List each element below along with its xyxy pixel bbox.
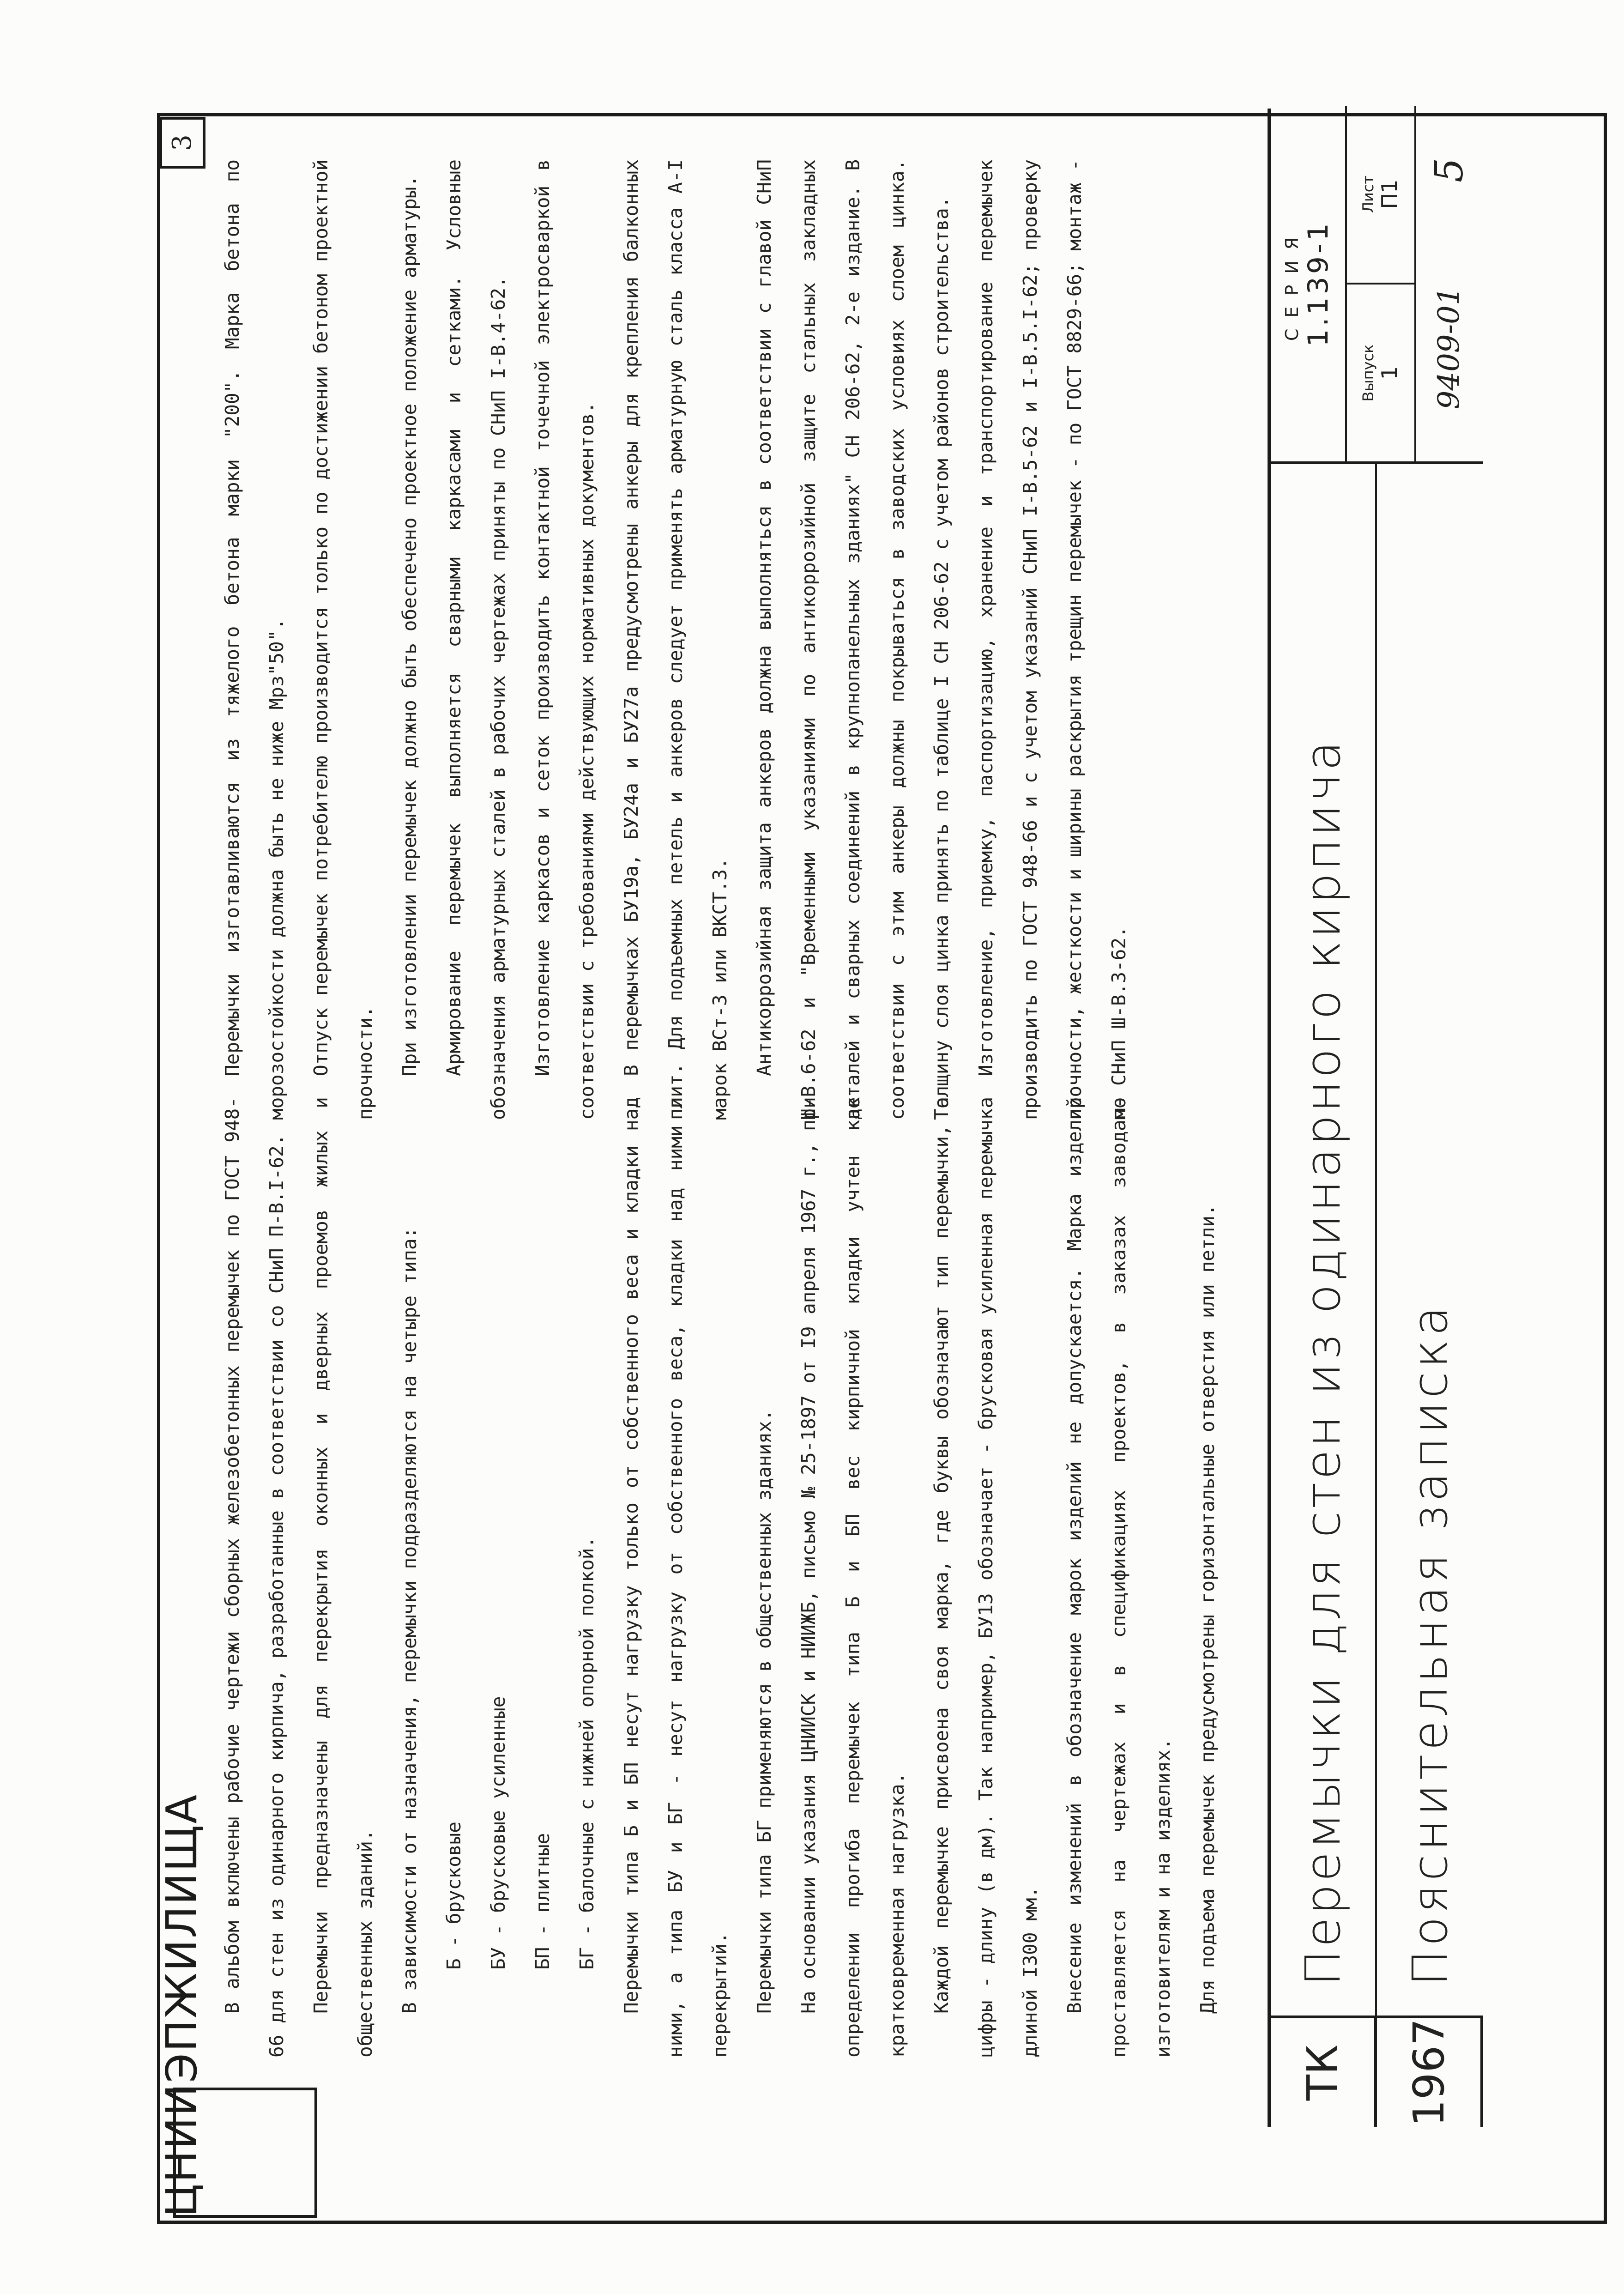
title-block-org — [1271, 2016, 1483, 2127]
paragraph: Отпуск перемычек потребителю производится только по достижении бетоном проектной прочности. — [310, 159, 376, 1120]
handwritten-numbers — [1416, 106, 1481, 461]
series-label: СЕРИЯ — [1281, 226, 1302, 341]
paragraph: Изготовление, приемку, паспортизацию, хранение и транспортирование перемычек производить по ГОСТ 948-66 и с учетом указаний СНиП I-В.5-62 и I-В.5.I-62; проверку прочности, жесткости и ширины раскрытия трещин перемычек - по ГОСТ 8829-66; монтаж - по СНиП Ш-В.3-62. — [975, 159, 1130, 1120]
paragraph: Перемычки предназначены для перекрытия оконных и дверных проемов жилых и общественных зданий. — [310, 1097, 376, 2058]
paragraph: В зависимости от назначения, перемычки подразделяются на четыре типа: — [398, 1227, 421, 2014]
list-item: БГ - балочные с нижней опорной полкой. — [576, 1537, 598, 1970]
title-block — [1268, 109, 1483, 2127]
paragraph: При изготовлении перемычек должно быть обеспечено проектное положение арматуры. — [398, 175, 421, 1076]
paragraph: В альбом включены рабочие чертежи сборных железобетонных перемычек по ГОСТ 948-66 для стен из одинарного кирпича, разработанные в соответствии со СНиП П-В.I-62. — [221, 1097, 288, 2058]
sheet-cell — [1347, 106, 1414, 284]
paragraph: Перемычки изготавливаются из тяжелого бетона марки "200". Марка бетона по морозостойкости должна быть не ниже Мрз"50". — [221, 159, 288, 1120]
list-item: БУ - брусковые усиленные — [487, 1696, 509, 1970]
page-number: 5 — [1426, 157, 1472, 183]
rotated-sheet — [159, 109, 1480, 2127]
paragraph: Армирование перемычек выполняется сварными каркасами и сетками. Условные обозначения арматурных сталей в рабочих чертежах приняты по СНиП I-В.4-62. — [443, 159, 509, 1120]
sheet-number: 3 — [159, 117, 205, 169]
issue-label: Выпуск — [1359, 344, 1377, 402]
paragraph: Каждой перемычке присвоена своя марка, где буквы обозначают тип перемычки, а цифры - длину (в дм). Так например, БУ13 обозначает - брусковая усиленная перемычка длиной I300 мм. — [930, 1097, 1041, 2058]
series-cell — [1271, 106, 1347, 461]
sheet-label: Лист — [1359, 175, 1377, 213]
paragraph: Антикоррозийная защита анкеров должна выполняться в соответствии с главой СНиП Ш-В.6-62 и "Временными указаниями по антикоррозийной защите стальных закладных деталей и сварных соединений в крупнопанельных зданиях" СН 206-62, 2-е издание. В соответствии с этим анкеры должны покрываться в заводских условиях слоем цинка. Толщину слоя цинка принять по таблице I СН 206-62 с учетом районов строительства. — [753, 159, 953, 1120]
list-item: Б - брусковые — [443, 1822, 465, 1970]
sheet-content — [159, 109, 1480, 2127]
paragraph: Перемычки типа БГ применяются в общественных зданиях. — [753, 1409, 775, 2014]
paragraph: Для подъема перемычек предусмотрены горизонтальные отверстия или петли. — [1196, 1204, 1219, 2014]
paragraph: Внесение изменений в обозначение марок изделий не допускается. Марка изделий проставляется на чертежах и в спецификациях проектов, в заказах заводам-изготовителям и на изделиях. — [1063, 1097, 1174, 2058]
paragraph: Перемычки типа Б и БП несут нагрузку только от собственного веса и кладки над ними, а типа БУ и БГ - несут нагрузку от собственного веса, кладки над ними и перекрытий. — [620, 1097, 731, 2058]
document-title: Перемычки для стен из одинарного кирпича — [1271, 464, 1377, 2018]
issue-sheet-row — [1347, 106, 1416, 461]
document-subtitle: Пояснительная записка — [1402, 1302, 1458, 1986]
list-item: БП - плитные — [531, 1833, 554, 1970]
org-code: ТК — [1271, 2018, 1377, 2127]
left-column — [210, 1097, 1230, 2058]
year: 1967 — [1377, 2018, 1483, 2127]
series-value: 1.139-1 — [1302, 220, 1334, 347]
paragraph: Изготовление каркасов и сеток производить контактной точечной электросваркой в соответствии с требованиями действующих нормативных документов. — [531, 159, 598, 1120]
inventory-number: 9409-01 — [1431, 286, 1466, 410]
institute-stamp: ЦНИИЭПЖИЛИЩА — [157, 1793, 206, 2217]
title-block-series — [1271, 106, 1483, 464]
sheet-value: П1 — [1377, 179, 1402, 209]
paragraph: На основании указания ЦНИИСК и НИИЖБ, письмо № 25-1897 от I9 апреля 1967 г., при определении прогиба перемычек типа Б и БП вес кирпичной кладки учтен как кратковременная нагрузка. — [797, 1097, 908, 2058]
paragraph: В перемычках БУ19а, БУ24а и БУ27а предусмотрены анкеры для крепления балконных плит. Для подъемных петель и анкеров следует применять арматурную сталь класса А-I марок ВСт-3 или ВКСТ.3. — [620, 159, 731, 1120]
title-block-title — [1271, 464, 1483, 2018]
right-column — [210, 159, 1141, 1120]
issue-cell — [1347, 284, 1414, 461]
type-list — [432, 1097, 609, 2058]
issue-value: 1 — [1377, 366, 1402, 380]
